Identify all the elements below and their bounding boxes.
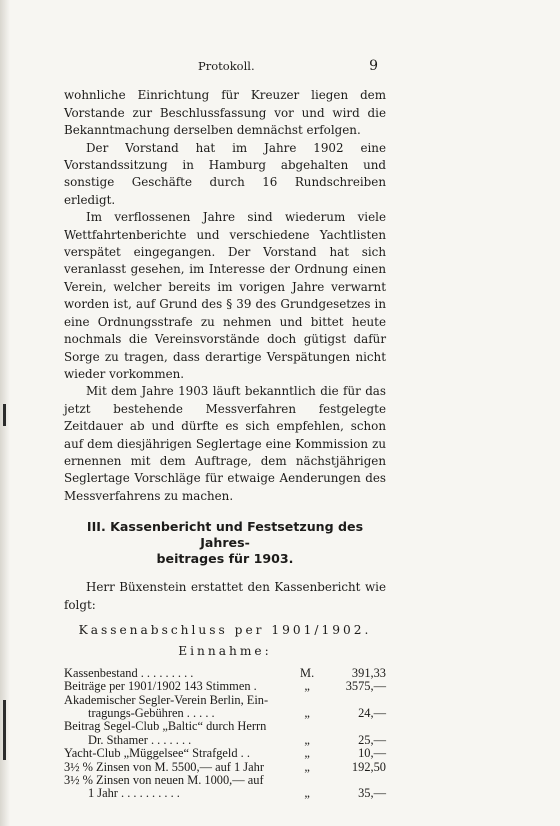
running-header xyxy=(64,58,386,75)
ledger-amount: 3575,— xyxy=(345,679,386,694)
ledger-heading: Kassenabschluss per 1901/1902. xyxy=(78,622,372,637)
ledger-row xyxy=(64,680,386,693)
ledger-description: Yacht-Club „Müggelsee“ Strafgeld . . xyxy=(64,746,250,761)
paragraph: wohnliche Einrichtung für Kreuzer liegen dem Vorstande zur Beschlussfassung vor und wird die Bekanntmachung derselben demnächst erfolgen. xyxy=(64,88,386,138)
ledger-description: Kassenbestand . . . . . . . . . xyxy=(64,665,194,680)
ledger-currency: M. xyxy=(300,665,315,680)
ledger-amount: 10,— xyxy=(358,746,386,761)
ledger-amount: 25,— xyxy=(358,732,386,747)
ledger-description: Beitrag Segel-Club „Baltic“ durch Herrn Dr. Sthamer . . . . . . . xyxy=(64,719,267,747)
section-heading xyxy=(64,519,386,567)
ledger-currency: „ xyxy=(304,679,310,694)
binding-mark xyxy=(3,404,6,426)
ledger-amount: 192,50 xyxy=(351,759,386,774)
ledger-subheading: Einnahme: xyxy=(178,644,272,659)
report-intro: Herr Büxenstein erstattet den Kassenbericht wie folgt: xyxy=(64,580,386,612)
ledger-currency: „ xyxy=(304,786,310,801)
ledger-currency: „ xyxy=(304,732,310,747)
paragraph: Im verflossenen Jahre sind wiederum viele Wettfahrtenberichte und verschiedene Yachtlisten verspätet eingegangen. Der Vorstand hat sich veranlasst gesehen, im Interesse der Ordnung einen Verein, welcher bereits im vorigen Jahre verwarnt worden ist, auf Grund des § 39 des Grundgesetzes in eine Ordnungsstrafe zu nehmen und bittet heute nochmals die Vereinsvorstände doch gütigst dafür Sorge zu tragen, dass derartige Verspätungen nicht wieder vorkommen. xyxy=(64,210,386,381)
ledger-amount: 24,— xyxy=(358,706,386,720)
binding-mark xyxy=(3,700,6,760)
ledger-description: Beiträge per 1901/1902 143 Stimmen . xyxy=(64,679,257,694)
running-title: Protokoll. xyxy=(198,59,255,73)
section-heading-line: beitrages für 1903. xyxy=(156,551,294,567)
ledger-currency: „ xyxy=(304,759,310,774)
ledger-description: 3½ % Zinsen von neuen M. 1000,— auf 1 Jahr . . . . . . . . . . xyxy=(64,773,264,801)
ledger-row xyxy=(64,761,386,774)
income-ledger xyxy=(64,667,386,801)
ledger-amount: 391,33 xyxy=(351,665,386,680)
paragraph: Der Vorstand hat im Jahre 1902 eine Vorstandssitzung in Hamburg abgehalten und sonstige Geschäfte durch 16 Rundschreiben erledigt. xyxy=(64,140,386,207)
ledger-row xyxy=(64,667,386,680)
ledger-row xyxy=(64,747,386,760)
ledger-description: Akademischer Segler-Verein Berlin, Ein- tragungs-Gebühren . . . . . xyxy=(64,692,269,720)
book-page xyxy=(64,58,386,801)
ledger-row xyxy=(64,720,386,747)
ledger-description: 3½ % Zinsen von M. 5500,— auf 1 Jahr xyxy=(64,759,264,774)
page-number: 9 xyxy=(369,58,378,74)
section-heading-line: III. Kassenbericht und Festsetzung des Jahres- xyxy=(86,519,364,551)
ledger-currency: „ xyxy=(304,746,310,761)
paragraph: Mit dem Jahre 1903 läuft bekanntlich die für das jetzt bestehende Messverfahren festgelegte Zeitdauer ab und dürfte es sich empfehlen, schon auf dem diesjährigen Seglertage eine Kommission zu ernennen mit dem Auftrage, dem nächstjährigen Seglertage Vorschläge für etwaige Aenderungen des Messverfahrens zu machen. xyxy=(64,384,386,503)
ledger-currency: „ xyxy=(304,706,310,720)
ledger-amount: 35,— xyxy=(358,786,386,801)
ledger-row xyxy=(64,694,386,721)
ledger-row xyxy=(64,774,386,801)
